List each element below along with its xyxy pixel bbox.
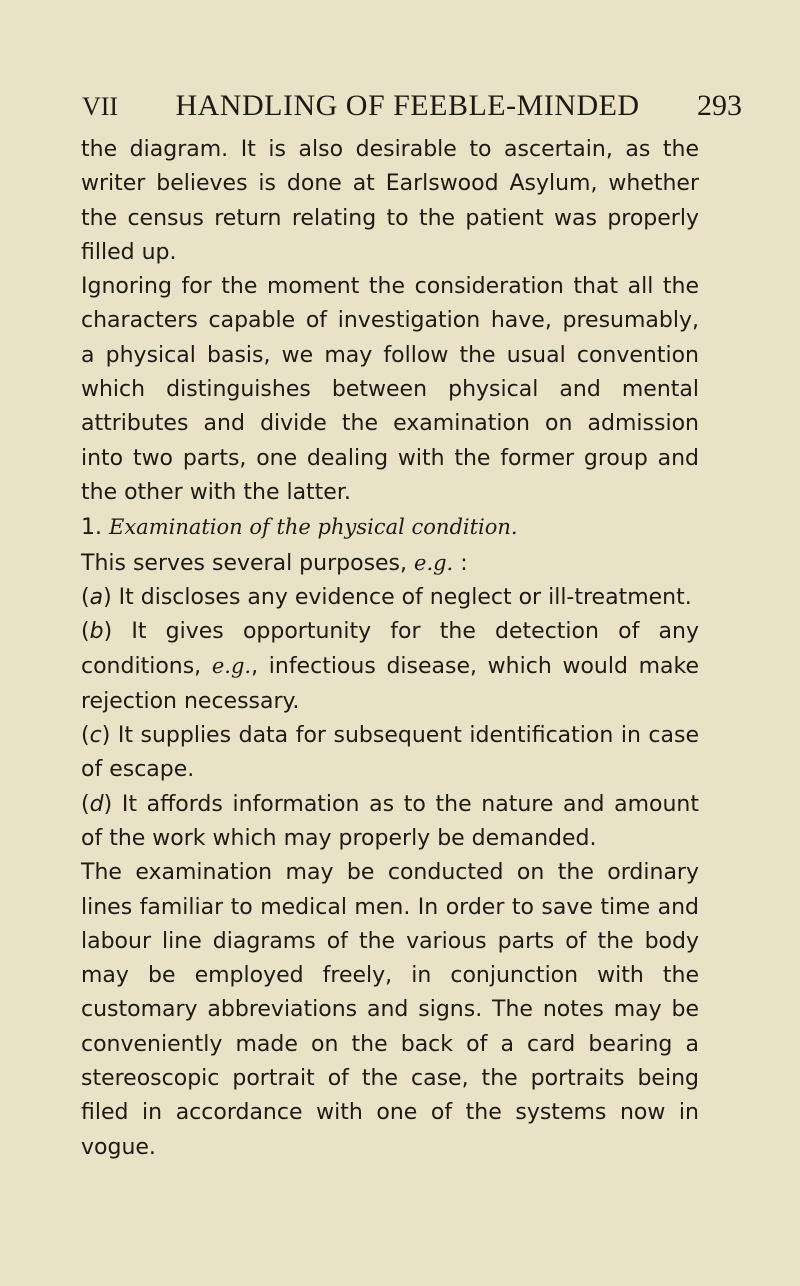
list-item: (d) It affords information as to the nature and amount of the work which may properly be demanded.	[81, 791, 700, 851]
section-title: Examination of the physical condition.	[109, 515, 518, 540]
paragraph: the diagram. It is also desirable to ascertain, as the writer believes is done at Earlswood Asylum, whether the census return relating to the patient was properly filled up.	[81, 137, 699, 265]
list-item: (b) It gives opportunity for the detection of any conditions, e.g., infectious disease, which would make rejection necessary.	[81, 619, 699, 714]
item-label: d	[89, 791, 104, 817]
chapter-title: HANDLING OF FEEBLE-MINDED	[175, 89, 640, 122]
page-number: 293	[696, 89, 742, 122]
section-number: 1.	[81, 515, 102, 541]
section-heading	[81, 510, 699, 545]
chapter-number: VII	[82, 92, 119, 121]
item-label: c	[89, 723, 102, 749]
item-label: b	[89, 619, 104, 645]
section-intro: This serves several purposes, e.g. :	[81, 550, 468, 576]
paragraph: Ignoring for the moment the consideration that all the characters capable of investigation have, presumably, a physical basis, we may follow the usual convention which distinguishes between physical and mental attributes and divide the examination on admission into two parts, one dealing with the former group and the other with the latter.	[81, 274, 699, 505]
paragraph: The examination may be conducted on the ordinary lines familiar to medical men. In order to save time and labour line diagrams of the various parts of the body may be employed freely, in conjunction with the customary abbreviations and signs. The notes may be conveniently made on the back of a card bearing a stereoscopic portrait of the case, the portraits being filed in accordance with one of the systems now in vogue.	[81, 860, 699, 1160]
running-header	[82, 86, 742, 127]
item-label: a	[89, 584, 104, 610]
list-item: (c) It supplies data for subsequent identification in case of escape.	[81, 723, 700, 783]
list-item: (a) It discloses any evidence of neglect or ill-treatment.	[81, 584, 692, 610]
page-body	[81, 133, 699, 1165]
